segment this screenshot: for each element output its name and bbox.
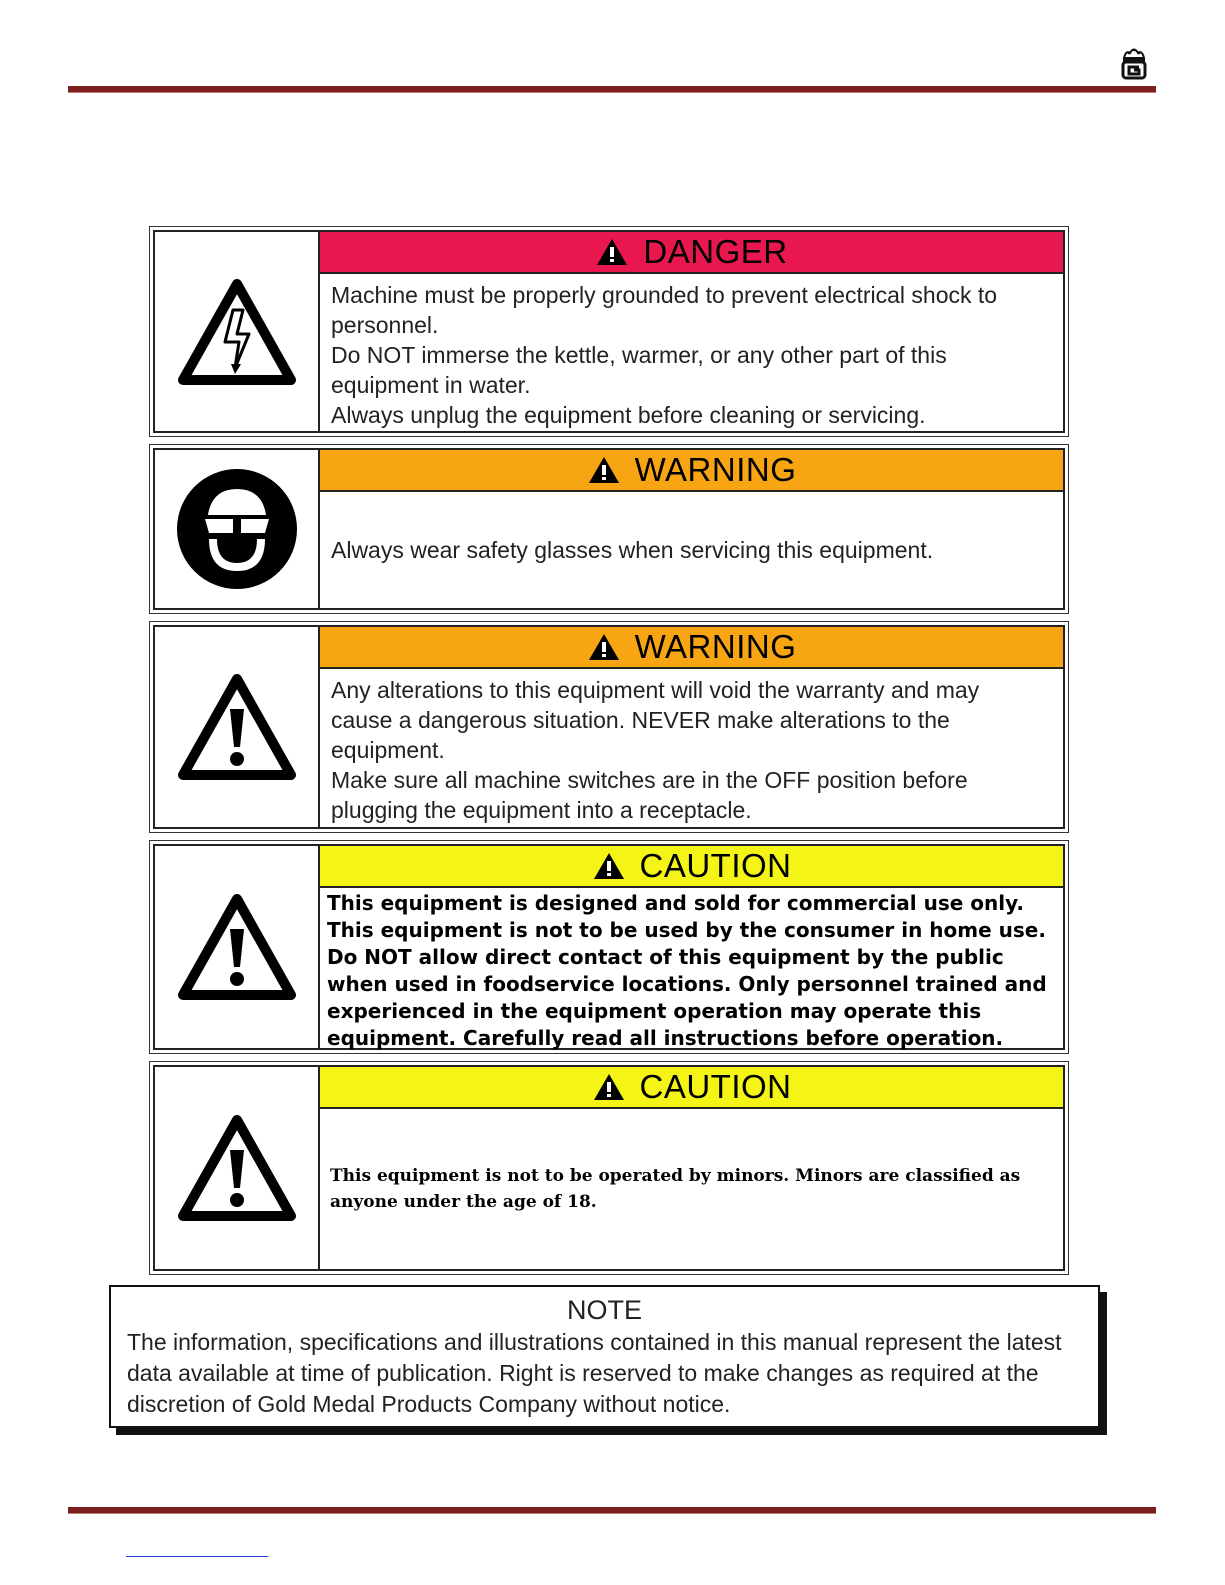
- note-text: The information, specifications and illustrations contained in this manual represent the latest data available at time of publication. Right is reserved to make changes as required at the discretion of Gold Medal Products Company without notice.: [127, 1329, 1062, 1417]
- alert-triangle-icon: [592, 1072, 626, 1102]
- header-rule: [68, 86, 1156, 92]
- note-box: [109, 1285, 1100, 1428]
- alert-triangle-icon: [592, 851, 626, 881]
- danger-line-unplug: Always unplug the equipment before cleaning or servicing.: [331, 402, 926, 428]
- alert-triangle-icon: [587, 632, 621, 662]
- footer-rule: [68, 1507, 1156, 1513]
- exclamation-triangle-icon: [175, 1112, 299, 1224]
- caution-commercial-text: [320, 888, 1063, 1056]
- warning-line-alterations: Any alterations to this equipment will void the warranty and may cause a dangerous situation. NEVER make alterations to the equipment.: [331, 677, 980, 763]
- danger-header: [320, 232, 1063, 274]
- caution-line-commercial: This equipment is designed and sold for commercial use only. This equipment is not to be used by the consumer in home use. Do NOT allow direct contact of this equipment by the public when used in foodservice locations. Only personnel trained and experienced in the equipment operation may operate this equipment. Carefully read all instructions before operation.: [327, 891, 1047, 1050]
- caution-title: CAUTION: [639, 847, 792, 884]
- warning-title: WARNING: [634, 628, 797, 665]
- warning-header: [320, 450, 1063, 492]
- exclamation-triangle-icon: [175, 891, 299, 1003]
- caution-minors-sign: [149, 1061, 1069, 1275]
- warning-line-switches: Make sure all machine switches are in the OFF position before plugging the equipment into a receptacle.: [331, 767, 968, 823]
- danger-title: DANGER: [643, 233, 788, 270]
- danger-line-immerse: Do NOT immerse the kettle, warmer, or any other part of this equipment in water.: [331, 342, 947, 398]
- footer-link-underline[interactable]: [126, 1556, 268, 1557]
- alert-triangle-icon: [587, 455, 621, 485]
- gold-medal-logo-icon: [1120, 44, 1148, 80]
- electrical-shock-icon: [175, 276, 299, 388]
- danger-line-grounded: Machine must be properly grounded to prevent electrical shock to personnel.: [331, 282, 998, 338]
- warning-title: WARNING: [634, 451, 797, 488]
- caution-header: [320, 1067, 1063, 1109]
- caution-header: [320, 846, 1063, 888]
- warning-glasses-text: [320, 492, 1063, 608]
- caution-title: CAUTION: [639, 1068, 792, 1105]
- caution-commercial-sign: [149, 840, 1069, 1054]
- warning-header: [320, 627, 1063, 669]
- alert-triangle-icon: [595, 237, 629, 267]
- exclamation-triangle-icon: [175, 671, 299, 783]
- caution-line-minors: This equipment is not to be operated by minors. Minors are classified as anyone under the age of 18.: [330, 1166, 1021, 1212]
- danger-sign: [149, 226, 1069, 437]
- caution-minors-text: [320, 1109, 1063, 1269]
- warning-glasses-sign: [149, 444, 1069, 614]
- danger-text: [320, 274, 1063, 436]
- warning-alterations-text: [320, 669, 1063, 831]
- warning-line-glasses: Always wear safety glasses when servicing this equipment.: [331, 537, 934, 563]
- note-title: NOTE: [566, 1295, 642, 1325]
- safety-glasses-icon: [175, 467, 299, 591]
- warning-alterations-sign: [149, 621, 1069, 833]
